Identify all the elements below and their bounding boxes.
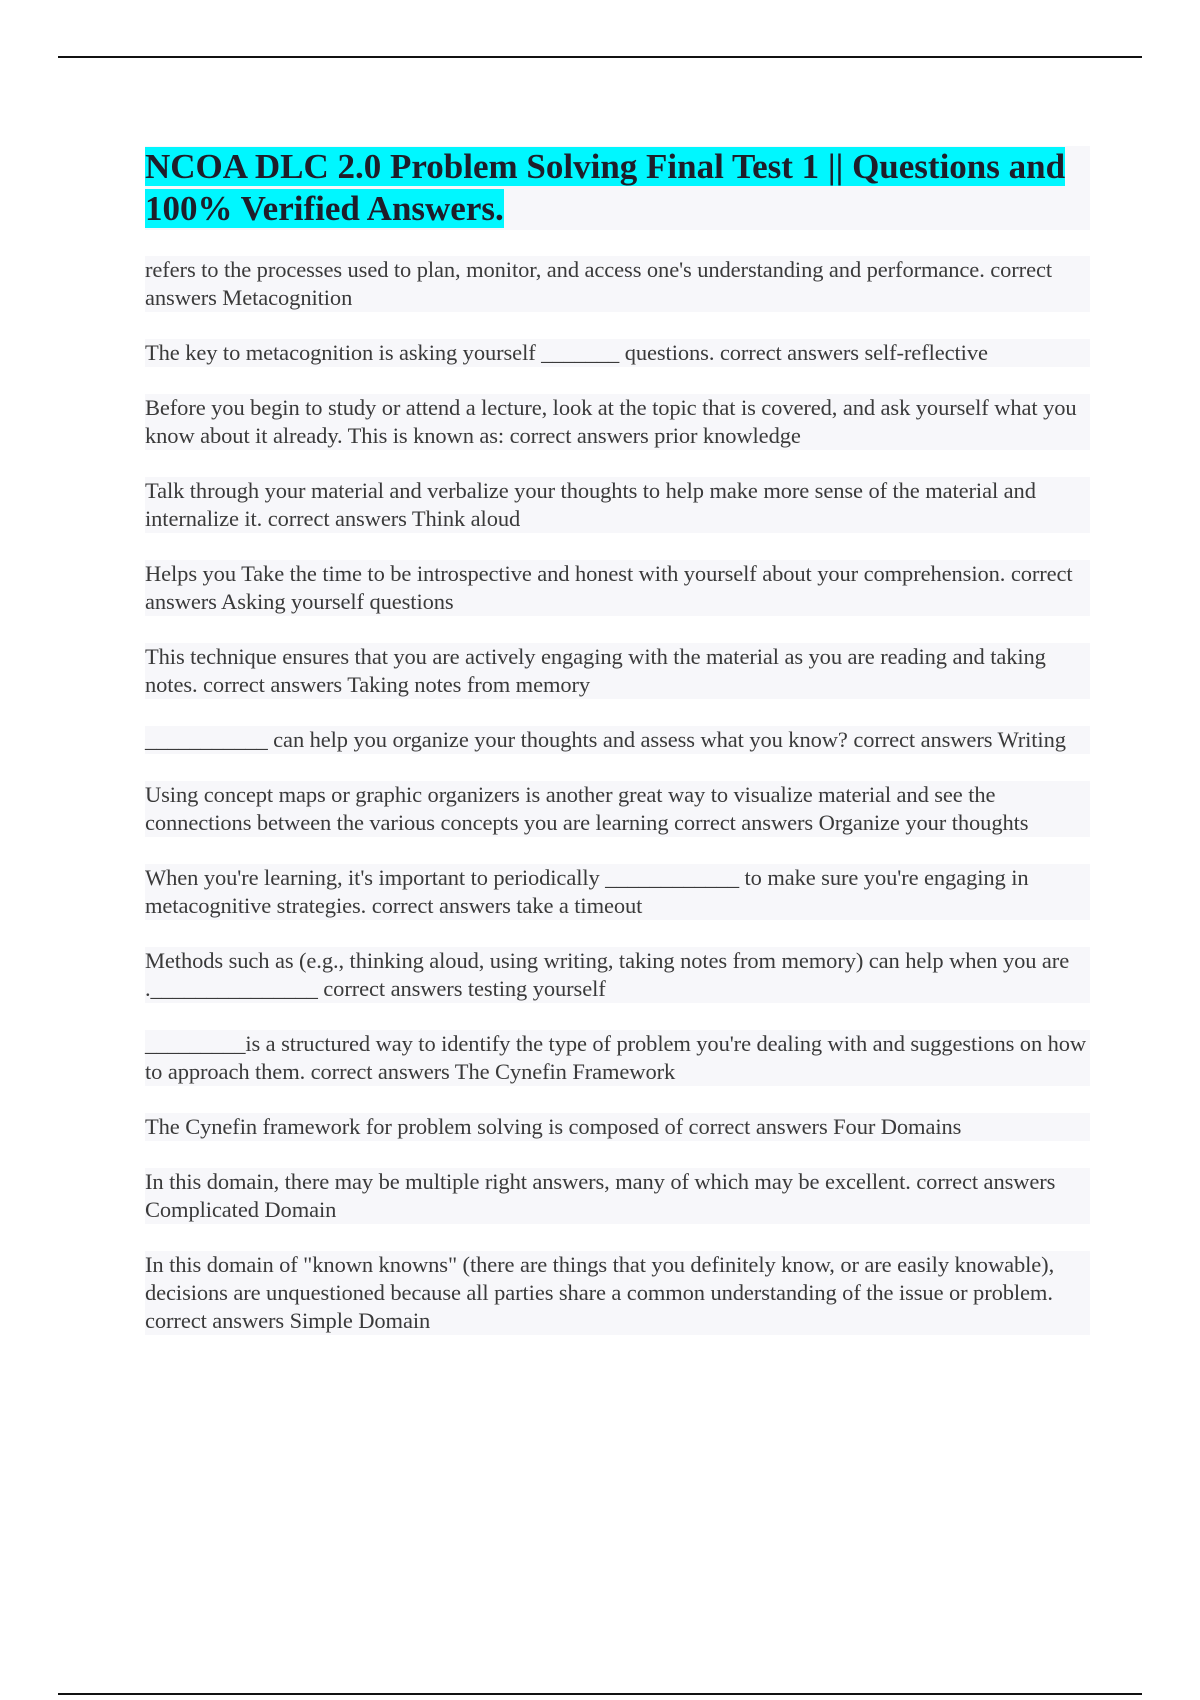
qa-item-10: Methods such as (e.g., thinking aloud, using writing, taking notes from memory) can help when you are ._______________ correct answers testing yourself bbox=[145, 947, 1090, 1003]
qa-item-8: Using concept maps or graphic organizers is another great way to visualize material and see the connections between the various concepts you are learning correct answers Organize your thoughts bbox=[145, 781, 1090, 837]
qa-item-1: refers to the processes used to plan, monitor, and access one's understanding and performance. correct answers Metacognition bbox=[145, 256, 1090, 312]
qa-item-4: Talk through your material and verbalize your thoughts to help make more sense of the material and internalize it. correct answers Think aloud bbox=[145, 477, 1090, 533]
bottom-rule bbox=[58, 1693, 1142, 1695]
document-body bbox=[145, 146, 1090, 1362]
qa-item-11: _________is a structured way to identify the type of problem you're dealing with and suggestions on how to approach them. correct answers The Cynefin Framework bbox=[145, 1030, 1090, 1086]
qa-item-2: The key to metacognition is asking yourself _______ questions. correct answers self-reflective bbox=[145, 339, 1090, 367]
qa-item-9: When you're learning, it's important to periodically ____________ to make sure you're engaging in metacognitive strategies. correct answers take a timeout bbox=[145, 864, 1090, 920]
document-title bbox=[145, 146, 1090, 230]
qa-item-6: This technique ensures that you are actively engaging with the material as you are reading and taking notes. correct answers Taking notes from memory bbox=[145, 643, 1090, 699]
qa-item-5: Helps you Take the time to be introspective and honest with yourself about your comprehension. correct answers Asking yourself questions bbox=[145, 560, 1090, 616]
qa-item-7: ___________ can help you organize your thoughts and assess what you know? correct answers Writing bbox=[145, 726, 1090, 754]
qa-item-14: In this domain of "known knowns" (there are things that you definitely know, or are easily knowable), decisions are unquestioned because all parties share a common understanding of the issue or problem. correct answers Simple Domain bbox=[145, 1251, 1090, 1335]
top-rule bbox=[58, 56, 1142, 58]
title-highlight: NCOA DLC 2.0 Problem Solving Final Test 1 || Questions and 100% Verified Answers. bbox=[145, 147, 1066, 228]
title-block bbox=[145, 146, 1090, 230]
qa-item-3: Before you begin to study or attend a lecture, look at the topic that is covered, and ask yourself what you know about it already. This is known as: correct answers prior knowledge bbox=[145, 394, 1090, 450]
qa-item-13: In this domain, there may be multiple right answers, many of which may be excellent. correct answers Complicated Domain bbox=[145, 1168, 1090, 1224]
qa-item-12: The Cynefin framework for problem solving is composed of correct answers Four Domains bbox=[145, 1113, 1090, 1141]
